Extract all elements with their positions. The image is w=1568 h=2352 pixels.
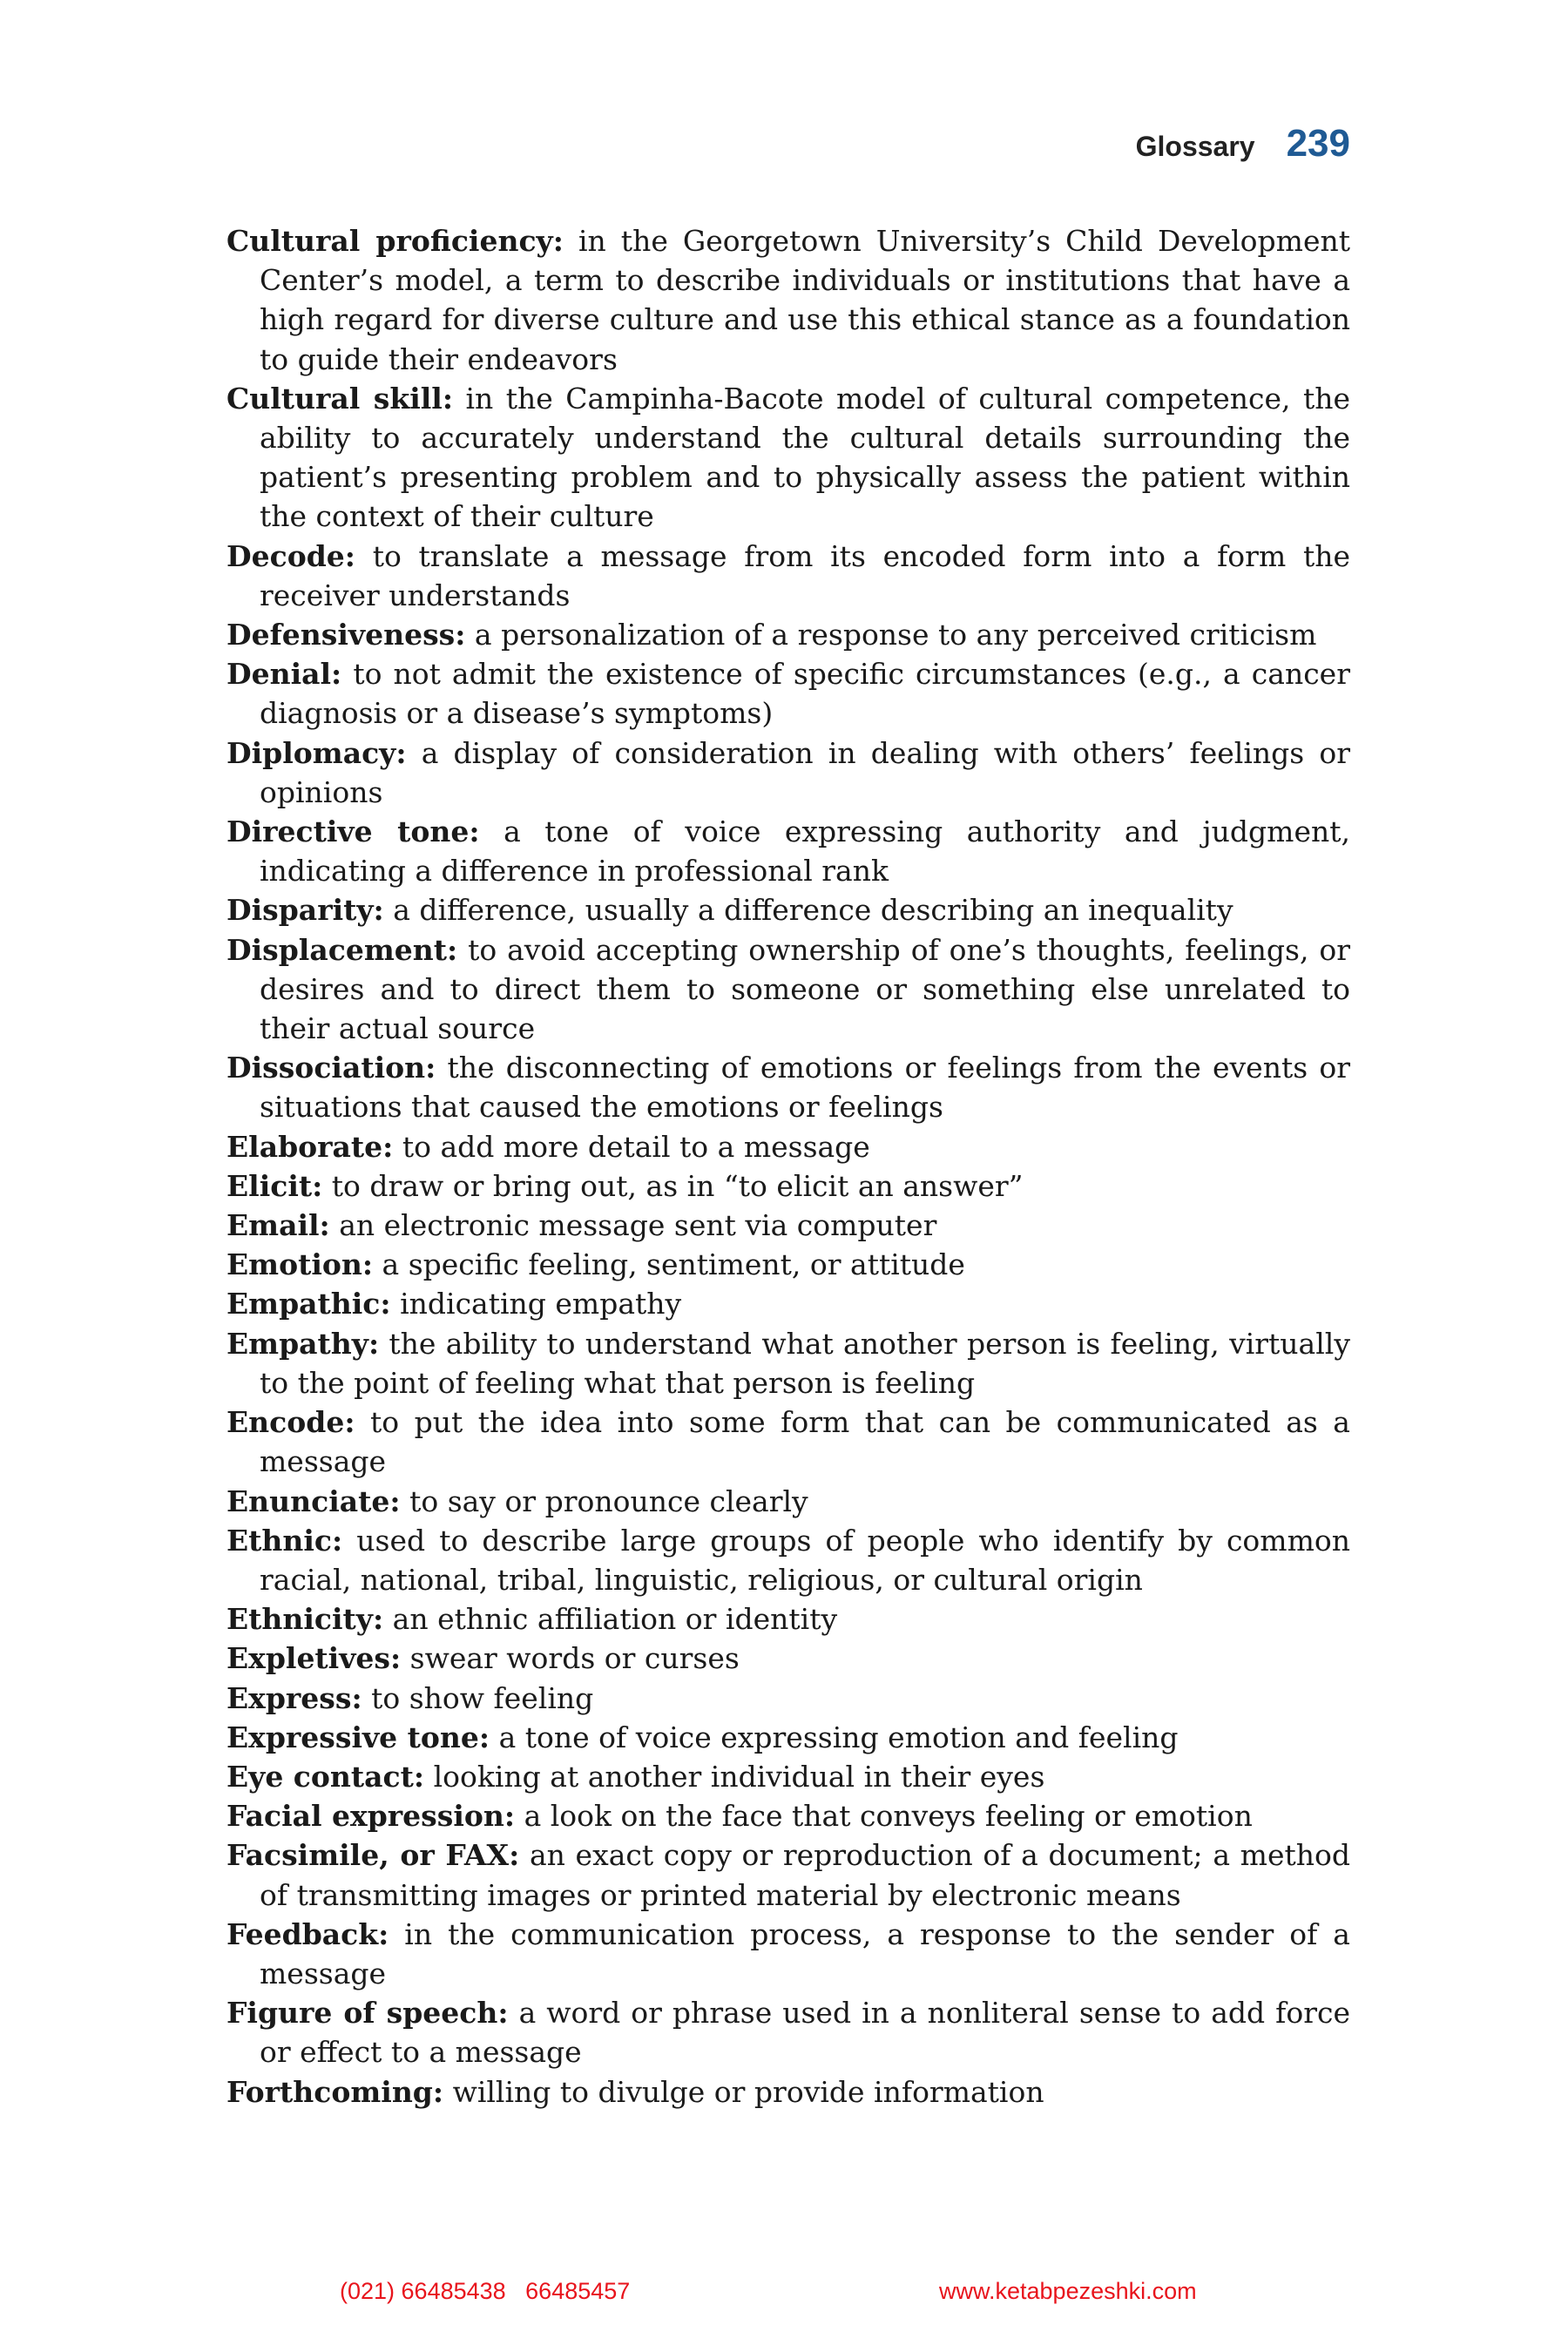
glossary-term: Email:: [226, 1208, 330, 1243]
glossary-definition: to draw or bring out, as in “to elicit an answer”: [331, 1168, 1024, 1203]
glossary-term: Expletives:: [226, 1641, 402, 1676]
glossary-term: Eye contact:: [226, 1759, 425, 1794]
glossary-definition: in the Campinha-Bacote model of cultural competence, the ability to accurately understand the cultural details surrounding the patient’s presenting problem and to physically assess the patient within the context of their culture: [260, 381, 1350, 534]
glossary-term: Facial expression:: [226, 1799, 516, 1834]
glossary-definition: a specific feeling, sentiment, or attitude: [382, 1247, 965, 1282]
glossary-definition: the ability to understand what another person is feeling, virtually to the point of feeling what that person is feeling: [260, 1326, 1350, 1400]
glossary-term: Elaborate:: [226, 1129, 394, 1164]
glossary-entry: [226, 221, 1350, 379]
glossary-entry: [226, 1206, 1350, 1245]
glossary-entry: [226, 1402, 1350, 1481]
glossary-entry: [226, 812, 1350, 890]
glossary-definition: to avoid accepting ownership of one’s thoughts, feelings, or desires and to direct them to someone or something else unrelated to their actual source: [260, 932, 1350, 1046]
glossary-definition: to not admit the existence of specific circumstances (e.g., a cancer diagnosis or a disease’s symptoms): [260, 657, 1350, 731]
glossary-definition: an electronic message sent via computer: [339, 1208, 937, 1243]
glossary-entry: [226, 379, 1350, 537]
glossary-definition: to translate a message from its encoded form into a form the receiver understands: [260, 538, 1350, 612]
glossary-entry: [226, 1718, 1350, 1757]
glossary-entry: [226, 1048, 1350, 1126]
glossary-entry: [226, 733, 1350, 812]
page-header: [1045, 122, 1350, 166]
page-number: 239: [1286, 122, 1350, 165]
glossary-entry: [226, 1245, 1350, 1284]
glossary-term: Ethnicity:: [226, 1602, 384, 1637]
glossary-term: Express:: [226, 1680, 362, 1715]
glossary-definition: a difference, usually a difference describing an inequality: [393, 893, 1233, 928]
glossary-term: Denial:: [226, 657, 342, 692]
glossary-entry: [226, 1324, 1350, 1402]
page-footer: [0, 2278, 1568, 2313]
glossary-definition: willing to divulge or provide information: [452, 2074, 1044, 2109]
glossary-definition: a word or phrase used in a nonliteral sense to add force or effect to a message: [260, 1996, 1350, 2070]
glossary-definition: an ethnic affiliation or identity: [392, 1602, 838, 1637]
glossary-term: Forthcoming:: [226, 2074, 444, 2109]
glossary-term: Displacement:: [226, 932, 458, 967]
glossary-term: Expressive tone:: [226, 1720, 490, 1754]
glossary-entry: [226, 1757, 1350, 1796]
glossary-entry: [226, 1679, 1350, 1718]
glossary-definition: an exact copy or reproduction of a document; a method of transmitting images or printed material by electronic means: [260, 1838, 1350, 1912]
glossary-definition: a tone of voice expressing authority and judgment, indicating a difference in professional rank: [260, 814, 1350, 889]
glossary-term: Enunciate:: [226, 1484, 401, 1518]
glossary-term: Facsimile, or FAX:: [226, 1838, 520, 1873]
glossary-entry: [226, 615, 1350, 654]
glossary-definition: a display of consideration in dealing with others’ feelings or opinions: [260, 735, 1350, 809]
glossary-term: Diplomacy:: [226, 735, 407, 770]
glossary-entry: [226, 1915, 1350, 1993]
glossary-term: Figure of speech:: [226, 1996, 509, 2031]
running-head: Glossary: [1135, 131, 1255, 162]
glossary-entry: [226, 1639, 1350, 1678]
glossary-entry: [226, 1127, 1350, 1166]
footer-phone: (021) 66485438 66485457: [340, 2278, 631, 2304]
glossary-definition: a personalization of a response to any perceived criticism: [474, 618, 1317, 652]
glossary-entry: [226, 1993, 1350, 2072]
glossary-entry: [226, 2072, 1350, 2112]
glossary-definition: the disconnecting of emotions or feelings from the events or situations that caused the emotions or feelings: [260, 1051, 1350, 1125]
footer-website: www.ketabpezeshki.com: [939, 2278, 1197, 2304]
glossary-term: Elicit:: [226, 1168, 323, 1203]
glossary-definition: in the Georgetown University’s Child Development Center’s model, a term to describe individuals or institutions that have a high regard for diverse culture and use this ethical stance as a foundation to guide their endeavors: [260, 224, 1350, 376]
glossary-term: Emotion:: [226, 1247, 374, 1282]
glossary-entry: [226, 537, 1350, 615]
glossary-entry: [226, 1835, 1350, 1914]
glossary-entry: [226, 890, 1350, 929]
glossary-definition: looking at another individual in their eyes: [433, 1759, 1045, 1794]
glossary-entry: [226, 1796, 1350, 1835]
glossary-term: Dissociation:: [226, 1051, 436, 1085]
glossary-term: Cultural skill:: [226, 381, 454, 416]
glossary-definition: to show feeling: [371, 1680, 594, 1715]
glossary-term: Empathic:: [226, 1287, 391, 1321]
glossary-definition: a tone of voice expressing emotion and feeling: [498, 1720, 1179, 1754]
glossary-definition: to add more detail to a message: [402, 1129, 870, 1164]
glossary-term: Disparity:: [226, 893, 384, 928]
glossary-definition: to say or pronounce clearly: [409, 1484, 808, 1518]
glossary-entry: [226, 1482, 1350, 1521]
glossary-list: [226, 221, 1350, 2112]
glossary-term: Ethnic:: [226, 1523, 343, 1558]
glossary-definition: to put the idea into some form that can be communicated as a message: [260, 1405, 1350, 1479]
glossary-term: Defensiveness:: [226, 618, 466, 652]
glossary-entry: [226, 654, 1350, 733]
glossary-definition: a look on the face that conveys feeling or emotion: [524, 1799, 1253, 1834]
glossary-definition: in the communication process, a response to the sender of a message: [260, 1916, 1350, 1990]
glossary-definition: used to describe large groups of people who identify by common racial, national, tribal, linguistic, religious, or cultural origin: [260, 1523, 1351, 1597]
glossary-entry: [226, 1284, 1350, 1323]
glossary-term: Cultural proficiency:: [226, 224, 564, 258]
glossary-entry: [226, 1599, 1350, 1639]
glossary-term: Decode:: [226, 538, 355, 573]
glossary-definition: swear words or curses: [409, 1641, 740, 1676]
glossary-term: Empathy:: [226, 1326, 380, 1361]
glossary-entry: [226, 1521, 1350, 1599]
glossary-term: Directive tone:: [226, 814, 480, 849]
glossary-entry: [226, 1166, 1350, 1206]
glossary-entry: [226, 930, 1350, 1049]
glossary-term: Encode:: [226, 1405, 355, 1440]
glossary-definition: indicating empathy: [400, 1287, 682, 1321]
glossary-term: Feedback:: [226, 1916, 389, 1951]
